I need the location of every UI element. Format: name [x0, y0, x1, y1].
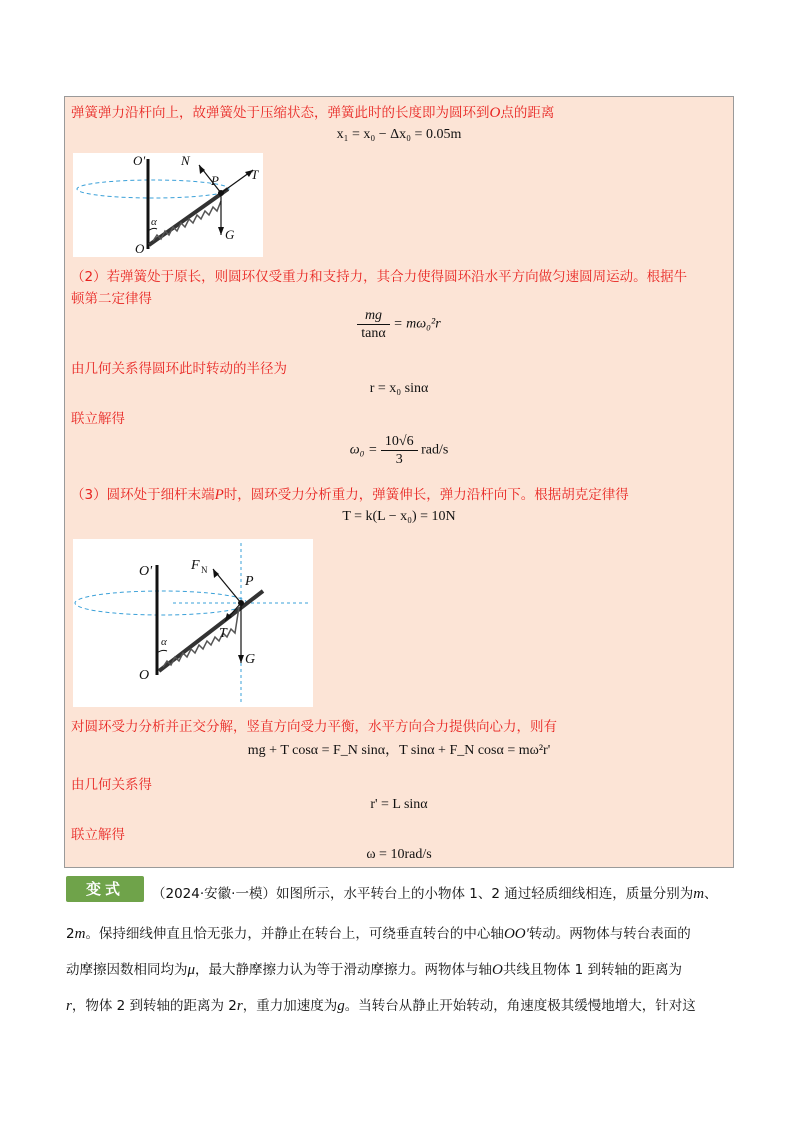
rotation-ellipse	[77, 180, 229, 198]
force-g-head-2	[238, 655, 244, 663]
geometry-line-1: 由几何关系得圆环此时转动的半径为	[71, 361, 287, 377]
label-p-2: P	[245, 574, 254, 589]
label-o: O	[135, 241, 145, 256]
equation-spring-length: x₁ = x₀ − Δx₀ = 0.05m	[336, 127, 462, 142]
variant-badge: 变式	[66, 876, 144, 902]
spring	[153, 201, 221, 241]
label-t-2: T	[219, 626, 227, 641]
label-t: T	[251, 167, 259, 182]
label-alpha-2: α	[161, 636, 167, 648]
answer-box	[64, 96, 734, 868]
label-n-subscript: N	[201, 565, 208, 575]
part-3-line: （3）圆环处于细杆末端P时，圆环受力分析重力，弹簧伸长，弹力沿杆向下。根据胡克定律得	[71, 487, 629, 503]
equation-hooke: T = k(L − x₀) = 10N	[342, 509, 456, 524]
variant-line-1: （2024·安徽·一模）如图所示，水平转台上的小物体 1、2 通过轻质细线相连，质量分别为m、	[152, 886, 718, 902]
solve-line-1: 联立解得	[71, 411, 125, 427]
figure-1	[73, 153, 263, 257]
label-n: N	[181, 153, 190, 168]
label-g: G	[225, 227, 235, 242]
figure-1-diagram	[73, 153, 263, 257]
answer-line-1: 弹簧弹力沿杆向上，故弹簧处于压缩状态，弹簧此时的长度即为圆环到O点的距离	[71, 105, 555, 121]
variant-line-3: 动摩擦因数相同均为μ，最大静摩擦力认为等于滑动摩擦力。两物体与轴O共线且物体 1 到转轴的距离为	[66, 962, 683, 978]
label-alpha: α	[151, 216, 157, 228]
equation-radius: r = x₀ sinα	[369, 381, 429, 396]
force-fn-head	[213, 569, 219, 578]
force-n-head	[199, 165, 205, 174]
variant-line-2: 2m。保持细线伸直且恰无张力，并静止在转台上，可绕垂直转台的中心轴OO'转动。两物体与转台表面的	[66, 926, 691, 942]
analysis-line: 对圆环受力分析并正交分解，竖直方向受力平衡，水平方向合力提供向心力，则有	[71, 719, 557, 735]
label-f: F	[191, 558, 200, 573]
figure-2	[73, 539, 313, 707]
equation-omega0: ω₀ = $\frac{10√6}{3}$ rad/s	[349, 434, 449, 467]
part-2-line-1: （2）若弹簧处于原长，则圆环仅受重力和支持力，其合力使得圆环沿水平方向做匀速圆周运动。根据牛	[71, 269, 688, 285]
geometry-line-2: 由几何关系得	[71, 777, 152, 793]
ring-p	[218, 190, 224, 196]
label-o-prime: O'	[133, 153, 146, 168]
force-g-head	[218, 227, 224, 235]
label-o-2: O	[139, 668, 150, 683]
equation-force-balance: mg + T cosα = F_N sinα，T sinα + F_N cosα = mω²r'	[247, 743, 551, 758]
ring-p-2	[238, 600, 244, 606]
equation-omega: ω = 10rad/s	[366, 847, 432, 862]
label-g-2: G	[245, 652, 256, 667]
label-o-prime-2: O'	[139, 564, 153, 579]
equation-radius-2: r' = L sinα	[370, 797, 428, 812]
solve-line-2: 联立解得	[71, 827, 125, 843]
figure-2-diagram	[73, 539, 313, 707]
equation-newton-second: $\frac{mg}{\tan\alpha}$ = mω₀²r	[65, 307, 733, 342]
variant-line-4: r，物体 2 到转轴的距离为 2r，重力加速度为g。当转台从静止开始转动，角速度极其缓慢地增大，针对这	[66, 998, 696, 1014]
label-p: P	[211, 173, 219, 188]
part-2-line-2: 顿第二定律得	[71, 291, 152, 307]
